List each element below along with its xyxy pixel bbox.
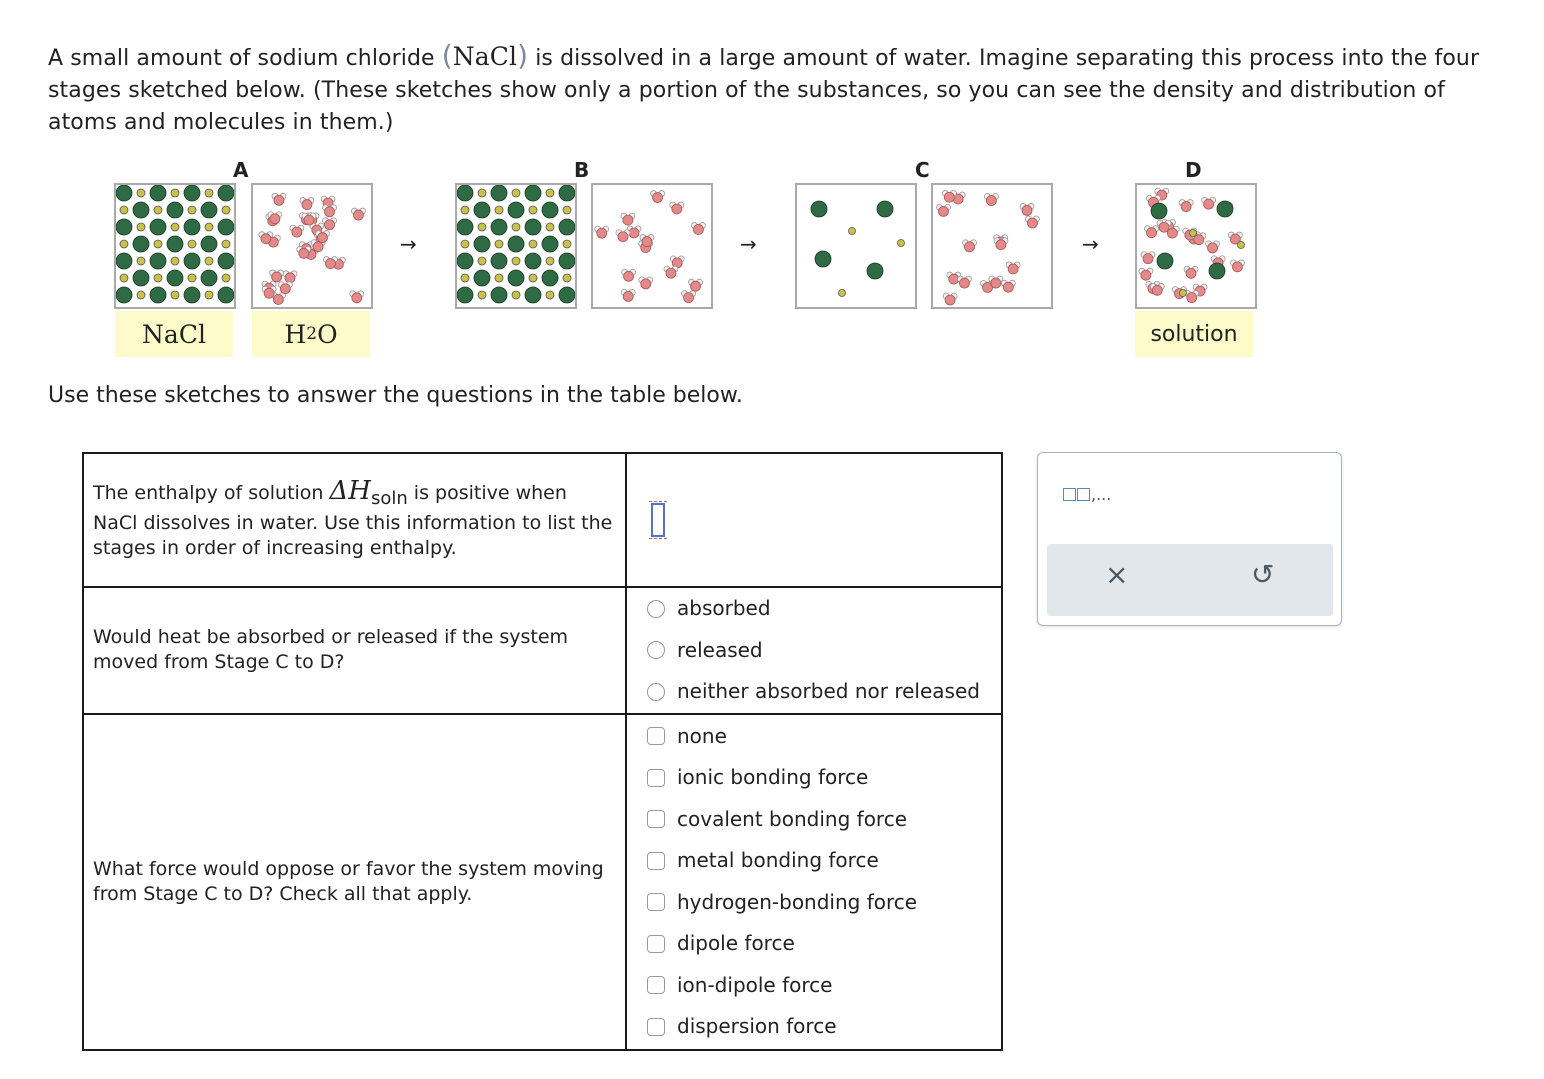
particle	[1027, 218, 1037, 228]
particle	[898, 240, 905, 247]
checkbox[interactable]	[647, 976, 665, 994]
particle	[495, 206, 503, 214]
particle	[653, 193, 663, 203]
particle	[133, 236, 149, 252]
checkbox[interactable]	[647, 1018, 665, 1036]
particle	[184, 219, 200, 235]
particle	[1232, 262, 1242, 272]
particle	[116, 185, 132, 201]
particle	[1022, 205, 1032, 215]
particle	[325, 220, 335, 230]
particle	[218, 253, 234, 269]
particle	[218, 219, 234, 235]
particle	[1190, 230, 1197, 237]
particle	[597, 228, 607, 238]
particle	[944, 192, 954, 202]
particle	[1157, 253, 1173, 269]
particle	[559, 219, 575, 235]
q2-prompt: Would heat be absorbed or released if the system moved from Stage C to D?	[83, 587, 626, 714]
particle	[965, 242, 975, 252]
particle	[222, 240, 230, 248]
particle	[457, 219, 473, 235]
particle	[461, 206, 469, 214]
particle	[1003, 282, 1013, 292]
particle	[280, 284, 290, 294]
particle	[1159, 222, 1169, 232]
particle	[325, 207, 335, 217]
radio-button[interactable]	[647, 600, 665, 618]
particle	[1152, 285, 1162, 295]
particle	[137, 291, 145, 299]
particle	[222, 274, 230, 282]
checkbox[interactable]	[647, 935, 665, 953]
particle	[495, 274, 503, 282]
particle	[116, 287, 132, 303]
particle	[542, 236, 558, 252]
radio-button[interactable]	[647, 641, 665, 659]
stage-d-label: D	[1185, 158, 1202, 182]
particle	[137, 257, 145, 265]
particle	[1238, 242, 1245, 249]
stage-order-input[interactable]	[651, 503, 665, 537]
particle	[641, 279, 651, 289]
particle	[618, 232, 628, 242]
particle	[512, 257, 520, 265]
particle	[529, 274, 537, 282]
particle	[508, 270, 524, 286]
question-table	[82, 452, 1003, 1051]
particle	[959, 278, 969, 288]
particle	[996, 240, 1006, 250]
particle	[877, 201, 893, 217]
particle	[542, 202, 558, 218]
water-dense-sketch	[251, 183, 373, 309]
particle	[461, 240, 469, 248]
particle	[512, 291, 520, 299]
particle	[1194, 235, 1204, 245]
particle	[457, 253, 473, 269]
particle	[201, 270, 217, 286]
arrow-c-to-d: →	[1082, 232, 1099, 256]
particle	[811, 201, 827, 217]
list-template-button[interactable]: ,...	[1063, 485, 1111, 504]
q2-options	[626, 587, 1002, 714]
solution-label: solution	[1135, 311, 1253, 357]
particle	[272, 272, 282, 282]
particle	[629, 228, 639, 238]
particle	[559, 185, 575, 201]
particle	[666, 268, 676, 278]
particle	[512, 223, 520, 231]
particle	[299, 248, 309, 258]
particle	[642, 237, 652, 247]
particle	[188, 274, 196, 282]
checkbox-option[interactable]: covalent bonding force	[647, 799, 1001, 841]
particle	[171, 189, 179, 197]
particle	[218, 185, 234, 201]
particle	[546, 189, 554, 197]
clear-icon[interactable]: ×	[1105, 558, 1129, 591]
particle	[478, 223, 486, 231]
particle	[1143, 254, 1153, 264]
particle	[546, 291, 554, 299]
particle	[184, 185, 200, 201]
particle	[270, 214, 280, 224]
particle	[491, 219, 507, 235]
particle	[171, 257, 179, 265]
particle	[1141, 270, 1151, 280]
particle	[292, 227, 302, 237]
arrow-b-to-c: →	[740, 232, 757, 256]
particle	[525, 253, 541, 269]
box-icon	[1077, 488, 1090, 501]
particle	[546, 223, 554, 231]
particle	[623, 291, 633, 301]
particle	[261, 234, 271, 244]
particle	[137, 223, 145, 231]
undo-icon[interactable]: ↺	[1251, 558, 1275, 591]
particle	[302, 200, 312, 210]
particle	[478, 257, 486, 265]
particle	[691, 281, 701, 291]
particle	[184, 287, 200, 303]
particle	[167, 236, 183, 252]
particle	[154, 240, 162, 248]
particle	[188, 240, 196, 248]
particle	[1217, 201, 1233, 217]
particle	[304, 215, 314, 225]
particle	[201, 202, 217, 218]
particle	[991, 278, 1001, 288]
particle	[512, 189, 520, 197]
particle	[508, 236, 524, 252]
nacl-label: NaCl	[115, 311, 233, 357]
stage-c-label: C	[915, 158, 930, 182]
particle	[1008, 264, 1018, 274]
particle	[542, 270, 558, 286]
particle	[525, 287, 541, 303]
checkbox-option[interactable]: dispersion force	[647, 1006, 1001, 1048]
q1-prompt: The enthalpy of solution $\Delta H_{soln}$ is positive when NaCl dissolves in water. Use this information to list the stages in order of increasing enthalpy.	[83, 453, 626, 587]
h2o-label: H 2 O	[252, 311, 370, 357]
checkbox[interactable]	[647, 769, 665, 787]
box-icon	[1063, 488, 1076, 501]
checkbox[interactable]	[647, 810, 665, 828]
particle	[352, 293, 362, 303]
checkbox-option[interactable]: ionic bonding force	[647, 757, 1001, 799]
particle	[559, 287, 575, 303]
particle	[839, 290, 846, 297]
particle	[285, 273, 295, 283]
particle	[672, 204, 682, 214]
particle	[1186, 268, 1196, 278]
radio-button[interactable]	[647, 683, 665, 701]
particle	[274, 195, 284, 205]
particle	[474, 236, 490, 252]
stage-a-label: A	[233, 158, 249, 182]
particle	[201, 236, 217, 252]
checkbox-option[interactable]: ion-dipole force	[647, 965, 1001, 1007]
q1-answer-cell	[626, 453, 1002, 587]
particle	[457, 287, 473, 303]
particle	[1151, 203, 1167, 219]
particle	[491, 253, 507, 269]
nacl-crystal-sketch	[114, 183, 236, 309]
solution-sketch	[1135, 183, 1257, 309]
particle	[1209, 263, 1225, 279]
particle	[529, 240, 537, 248]
radio-option[interactable]: absorbed	[647, 588, 1001, 630]
particle	[150, 219, 166, 235]
particle	[325, 259, 335, 269]
separated-ions-sketch	[795, 183, 917, 309]
particle	[1187, 293, 1197, 303]
particle	[684, 293, 694, 303]
water-sparse-sketch-b	[591, 183, 713, 309]
particle	[120, 240, 128, 248]
particle	[693, 224, 703, 234]
particle	[205, 257, 213, 265]
particle	[529, 206, 537, 214]
particle	[478, 291, 486, 299]
particle	[474, 202, 490, 218]
particle	[353, 210, 363, 220]
particle	[120, 206, 128, 214]
q3-options	[626, 714, 1002, 1050]
particle	[1147, 228, 1157, 238]
checkbox-option[interactable]: metal bonding force	[647, 840, 1001, 882]
particle	[624, 271, 634, 281]
particle	[559, 253, 575, 269]
instruction-text: Use these sketches to answer the questions in the table below.	[48, 383, 743, 408]
particle	[867, 263, 883, 279]
radio-option[interactable]: released	[647, 630, 1001, 672]
particle	[167, 270, 183, 286]
particle	[150, 185, 166, 201]
particle	[815, 251, 831, 267]
particle	[313, 242, 323, 252]
particle	[205, 291, 213, 299]
particle	[508, 202, 524, 218]
particle	[525, 185, 541, 201]
particle	[849, 228, 856, 235]
tool-action-bar	[1047, 544, 1333, 616]
checkbox-option[interactable]: hydrogen-bonding force	[647, 882, 1001, 924]
particle	[133, 270, 149, 286]
particle	[264, 288, 274, 298]
nacl-formula: NaCl	[452, 42, 518, 71]
particle	[563, 240, 571, 248]
particle	[205, 223, 213, 231]
particle	[491, 185, 507, 201]
arrow-a-to-b: →	[400, 232, 417, 256]
stage-b-label: B	[574, 158, 590, 182]
particle	[1208, 243, 1218, 253]
particle	[623, 215, 633, 225]
particle	[318, 233, 328, 243]
nacl-crystal-sketch-b	[455, 183, 577, 309]
q3-prompt: What force would oppose or favor the system moving from Stage C to D? Check all that apply.	[83, 714, 626, 1050]
particle	[188, 206, 196, 214]
particle	[986, 196, 996, 206]
particle	[137, 189, 145, 197]
intro-text: A small amount of sodium chloride (NaCl) is dissolved in a large amount of water. Imagine separating this process into the four stages sketched below. (These sketches show only a portion of the substances, so you can see the density and distribution of atoms and molecules in them.)	[48, 39, 1480, 135]
particle	[461, 274, 469, 282]
particle	[1180, 290, 1187, 297]
particle	[205, 189, 213, 197]
particle	[154, 206, 162, 214]
particle	[171, 291, 179, 299]
particle	[150, 253, 166, 269]
particle	[184, 253, 200, 269]
checkbox-option[interactable]: none	[647, 716, 1001, 758]
particle	[154, 274, 162, 282]
particle	[222, 206, 230, 214]
particle	[171, 223, 179, 231]
particle	[491, 287, 507, 303]
particle	[116, 219, 132, 235]
checkbox[interactable]	[647, 727, 665, 745]
answer-tool-palette	[1037, 452, 1342, 626]
particle	[1181, 202, 1191, 212]
checkbox-option[interactable]: dipole force	[647, 923, 1001, 965]
water-sparse-sketch-c	[931, 183, 1053, 309]
particle	[525, 219, 541, 235]
particle	[133, 202, 149, 218]
particle	[273, 294, 283, 304]
particle	[938, 206, 948, 216]
particle	[218, 287, 234, 303]
particle	[1204, 199, 1214, 209]
checkbox[interactable]	[647, 852, 665, 870]
particle	[150, 287, 166, 303]
particle	[945, 295, 955, 305]
particle	[474, 270, 490, 286]
particle	[116, 253, 132, 269]
particle	[478, 189, 486, 197]
checkbox[interactable]	[647, 893, 665, 911]
particle	[120, 274, 128, 282]
particle	[546, 257, 554, 265]
particle	[167, 202, 183, 218]
particle	[495, 240, 503, 248]
radio-option[interactable]: neither absorbed nor released	[647, 671, 1001, 713]
particle	[563, 274, 571, 282]
particle	[457, 185, 473, 201]
particle	[563, 206, 571, 214]
